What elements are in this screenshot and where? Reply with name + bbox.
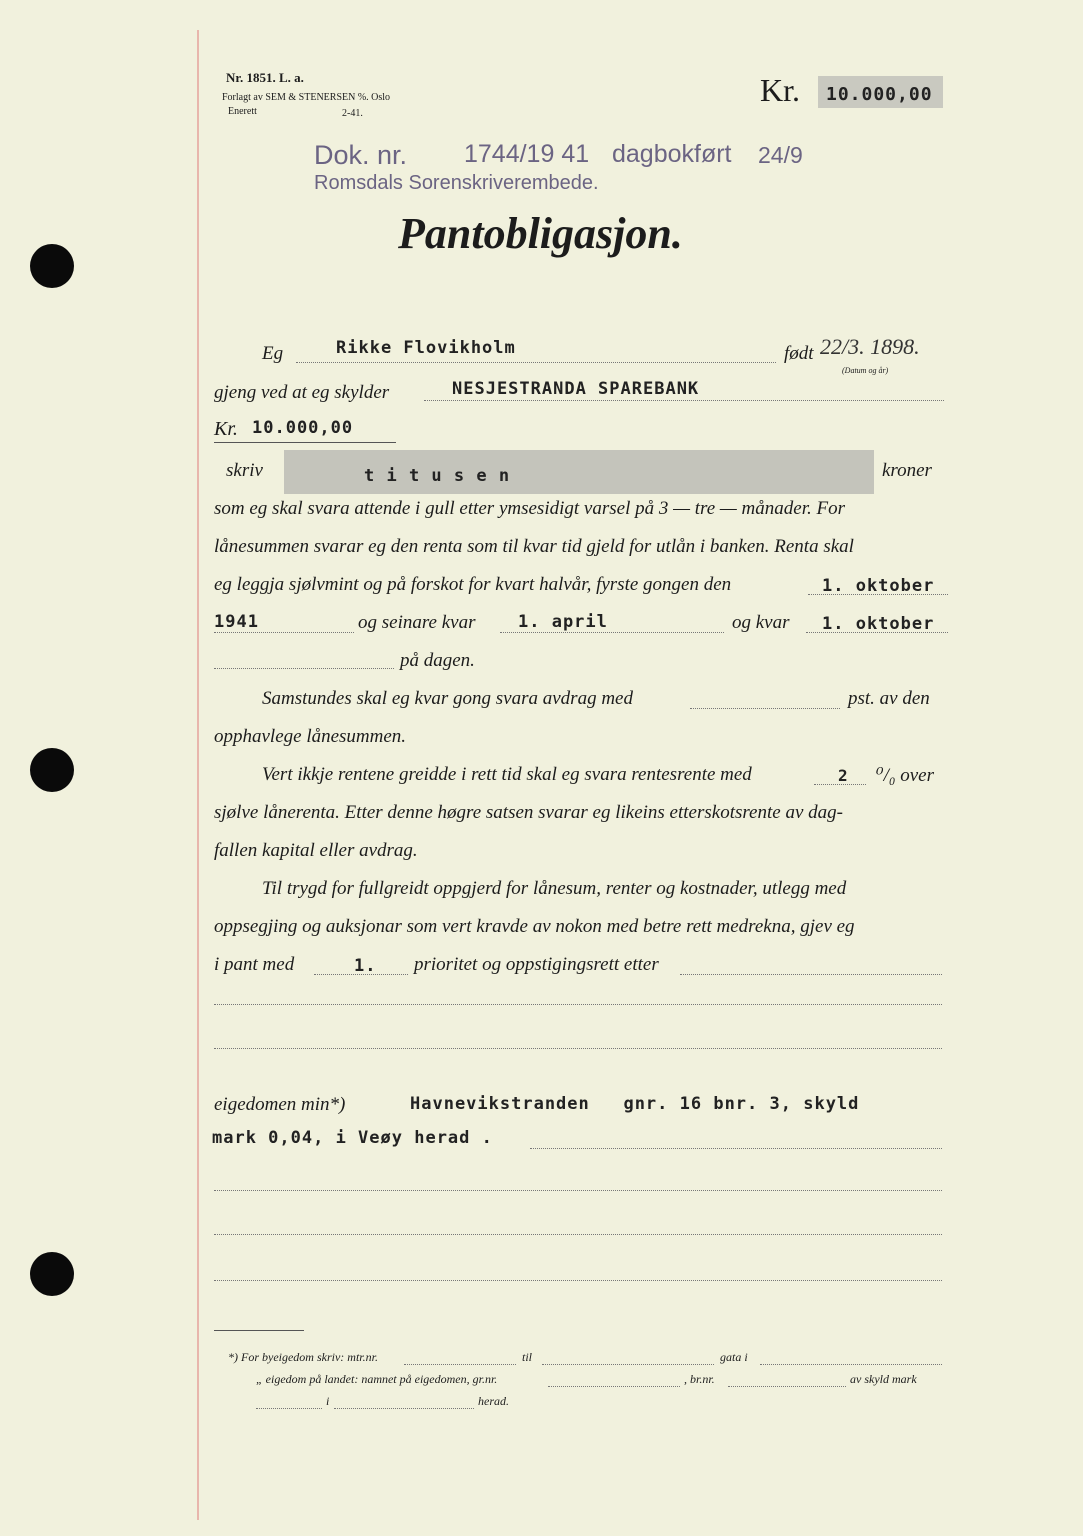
fodt-label: født (784, 343, 814, 364)
debtor-name: Rikke Flovikholm (336, 338, 516, 358)
punch-hole-top (30, 244, 74, 288)
first-payment-year: 1941 (214, 612, 259, 632)
amount-in-words: t i t u s e n (364, 466, 511, 486)
property-label: eigedomen min*) (214, 1094, 346, 1115)
form-number: Nr. 1851. L. a. (226, 70, 304, 85)
creditor-name: NESJESTRANDA SPAREBANK (452, 379, 700, 399)
datum-hint: (Datum og år) (842, 366, 889, 375)
property-line-1: Havnevikstranden gnr. 16 bnr. 3, skyld (410, 1094, 860, 1114)
footnote-line-2c: av skyld mark (850, 1372, 917, 1386)
form-edition: 2-41. (342, 108, 363, 119)
body-line-13b: prioritet og oppstigingsrett etter (414, 954, 659, 975)
margin-rule (197, 30, 199, 1520)
footnote-line-1: *) For byeigedom skriv: mtr.nr. (228, 1350, 378, 1364)
body-line-8: Vert ikkje rentene greidde i rett tid skal eg svara rentesrente med (262, 764, 752, 785)
dok-value: 1744/19 41 (464, 140, 590, 168)
body-line-13: i pant med (214, 954, 295, 975)
body-line-11: Til trygd for fullgreidt oppgjerd for lånesum, renter og kostnader, utlegg med (262, 878, 847, 899)
body-line-2: lånesummen svarar eg den renta som til kvar tid gjeld for utlån i banken. Renta skal (214, 536, 854, 557)
footnote-line-1b: til (522, 1350, 533, 1364)
later-date-2: 1. oktober (822, 614, 935, 634)
body-line-9: sjølve lånerenta. Etter denne høgre satsen svarar eg likeins etterskotsrente av dag- (214, 802, 843, 823)
dagbokfort-label: dagbokført (612, 140, 732, 168)
punch-hole-bottom (30, 1252, 74, 1296)
interest-rate: 2 (838, 766, 849, 785)
stamp-date: 24/9 (758, 142, 803, 168)
document-title: Pantobligasjon. (398, 209, 683, 258)
body-line-8b: ⁰/₀ over (876, 765, 935, 786)
seinare-label: og seinare kvar (358, 612, 476, 633)
kroner-label: kroner (882, 460, 932, 481)
eg-label: Eg (262, 343, 284, 364)
amount-value: 10.000,00 (826, 84, 933, 105)
stamp-office: Romsdals Sorenskriverembede. (314, 172, 599, 194)
amount-label: Kr. (760, 72, 800, 108)
body-line-7: opphavlege lånesummen. (214, 726, 407, 747)
body-line-6: Samstundes skal eg kvar gong svara avdrag med (262, 688, 633, 709)
pa-dagen: på dagen. (400, 650, 475, 671)
footnote-line-3: i (326, 1394, 330, 1408)
first-payment-date: 1. oktober (822, 576, 935, 596)
debt-text: gjeng ved at eg skylder (214, 382, 390, 403)
body-line-6b: pst. av den (848, 688, 930, 709)
form-rights: Enerett (228, 106, 257, 117)
form-publisher: Forlagt av SEM & STENERSEN %. Oslo (222, 92, 391, 103)
priority-value: 1. (354, 956, 377, 976)
og-kvar-label: og kvar (732, 612, 790, 633)
property-line-2: mark 0,04, i Veøy herad . (212, 1128, 493, 1148)
punch-hole-middle (30, 748, 74, 792)
body-line-3: eg leggja sjølvmint og på forskot for kvart halvår, fyrste gongen den (214, 574, 732, 595)
dok-label: Dok. nr. (314, 140, 408, 170)
later-date-1: 1. april (518, 612, 608, 632)
birth-date: 22/3. 1898. (820, 334, 920, 359)
kr-label: Kr. (214, 418, 238, 440)
body-line-1: som eg skal svara attende i gull etter ymsesidigt varsel på 3 — tre — månader. For (214, 498, 845, 519)
kr-value: 10.000,00 (252, 418, 354, 438)
body-line-10: fallen kapital eller avdrag. (214, 840, 418, 861)
footnote-line-2b: , br.nr. (684, 1372, 715, 1386)
footnote-line-3b: herad. (478, 1394, 509, 1408)
skriv-label: skriv (226, 460, 263, 481)
footnote-line-1c: gata i (720, 1350, 748, 1364)
body-line-12: oppsegjing og auksjonar som vert kravde av nokon med betre rett medrekna, gjev eg (214, 916, 855, 937)
footnote-line-2: „ eigedom på landet: namnet på eigedomen, gr.nr. (256, 1372, 498, 1386)
